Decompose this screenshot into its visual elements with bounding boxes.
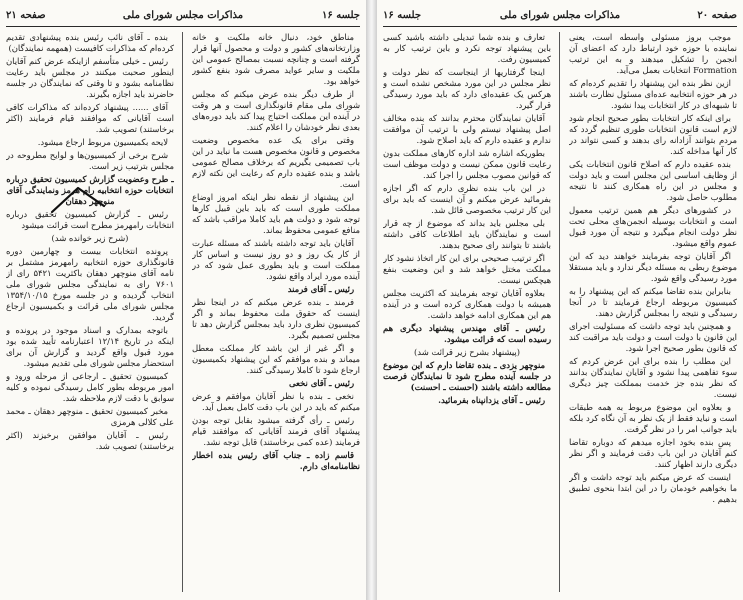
pen-annotation-mark — [48, 182, 108, 218]
paragraph: رئیس ـ گزارش کمیسیون تحقیق درباره انتخابات رامهرمز مطرح است قرائت میشود — [6, 209, 174, 230]
paragraph: آقای ...... پیشنهاد کرده‌اند که مذاکرات کافی است آقایانی که موافقند قیام فرمایند (اکثر برخاستند) تصویب شد. — [6, 102, 174, 134]
left-page-right-column — [192, 32, 360, 594]
paragraph: این مطلب را بنده برای این عرض کردم که سوء تفاهمی پیدا نشود و آقایان نمایندگان بدانند که نظر بنده جز خدمت بمملکت چیز دیگری نیست. — [569, 356, 737, 399]
right-page-number: صفحه ۲۰ — [697, 10, 737, 21]
paragraph: موجب بروز مسئولی واسطه است، یعنی نماینده با حوزه خود ارتباط دارد که اعضای آن انجمن را تشکیل میدهند و به این ترتیب Formation انتخابات بعمل می‌آید. — [569, 32, 737, 75]
speaker-line: رئیس ـ آقای فرمند — [287, 284, 354, 294]
paragraph: آقایان باید توجه داشته باشند که مسئله عبارت از کار یک روز و دو روز نیست و اساس کار مملکت است و باید بطوری عمل شود که در آینده مورد ایراد واقع نشود. — [192, 238, 360, 281]
paragraph: اینجا گرفتاریها از اینجاست که نظر دولت و نظر مجلس در این مورد مشخص نشده است و هرکس یک عقیده‌ای دارد که باید مورد رسیدگی قرار گیرد. — [383, 67, 551, 110]
paragraph: از طرف دیگر بنده عرض میکنم که مجلس شورای ملی مقام قانونگذاری است و هر وقت در آینده این مملکت احتیاج پیدا کند باید دوره‌های بعدی نظر خودشان را اعلام کنند. — [192, 89, 360, 132]
speaker-line: رئیس ـ آقای نخعی — [289, 378, 354, 388]
paragraph: بنده ـ آقای نائب رئیس بنده پیشنهادی تقدیم کرده‌ام که مذاکرات کافیست (همهمه نمایندگان) — [6, 32, 174, 53]
paragraph: بنابراین بنده تقاضا میکنم که این پیشنهاد را به کمیسیون مربوطه ارجاع فرمایند تا در آنجا رسیدگی و نتیجه را بمجلس گزارش دهند. — [569, 286, 737, 318]
left-page — [0, 0, 366, 600]
paragraph: رئیس ـ خیلی متأسفم ازاینکه عرض کنم آقایان اینطور صحبت میکنند در مجلس باید رعایت نظامنامه بشود و تا وقتی که نمایندگان در جلسه حاضرند باید اجازه بگیرند. — [6, 56, 174, 99]
left-page-session: جلسه ۱۶ — [321, 10, 360, 21]
paragraph: تعارف و بنده شما تبدیلی داشته باشید کسی باین پیشنهاد توجه نکرد و باین ترتیب کار به کمیسیون رفت. — [383, 32, 551, 64]
right-page-session: جلسه ۱۶ — [383, 10, 422, 21]
speaker-line: قاسم زاده ـ جناب آقای رئیس بنده اخطار نظامنامه‌ای دارم. — [192, 450, 360, 471]
speaker-line: منوچهر یزدی ـ بنده تقاضا دارم که این موضوع در جلسه آینده مطرح شود تا نمایندگان فرصت مطالعه داشته باشند (احسنت ـ احسنت) — [383, 360, 551, 392]
paragraph: بطوریکه اشاره شد اداره کارهای مملکت بدون رعایت قانون ممکن نیست و دولت موظف است که قوانین مصوب مجلس را اجرا کند. — [383, 148, 551, 180]
paragraph: در کشورهای دیگر هم همین ترتیب معمول است و انتخابات بوسیله انجمن‌های محلی تحت نظر دولت انجام میگیرد و نتیجه آن مورد قبول عموم واقع میشود. — [569, 205, 737, 248]
left-page-number: صفحه ۲۱ — [6, 10, 46, 21]
paragraph: و بعلاوه این موضوع مربوط به همه طبقات است و نباید فقط از یک نظر به آن نگاه کرد بلکه باید جوانب امر را در نظر گرفت. — [569, 402, 737, 434]
note-line: (پیشنهاد بشرح زیر قرائت شد) — [414, 347, 520, 357]
paragraph: لایحه بکمیسیون مربوط ارجاع میشود. — [37, 137, 168, 147]
right-page-title: مذاکرات مجلس شورای ملی — [499, 10, 621, 21]
paragraph: رئیس ـ رأی گرفته میشود بقابل توجه بودن پیشنهاد آقای فرمند آقایانی که موافقند قیام فرمایند (عده کمی برخاستند) قابل توجه نشد. — [192, 415, 360, 447]
paragraph: وقتی برای یک عده مخصوص وضعیت مخصوص و قانون مخصوص هست ما نباید در این باب تصمیمی بگیریم که برخلاف مصالح عمومی باشد و بنده عقیده دارم که رعایت این نکته لازم است. — [192, 135, 360, 189]
paragraph: رئیس ـ آقایان موافقین برخیزند (اکثر برخاستند) تصویب شد. — [6, 430, 174, 451]
paragraph: بلی مجلس باید بداند که موضوع از چه قرار است و نمایندگان باید اطلاعات کافی داشته باشند تا بتوانند رای صحیح بدهند. — [383, 218, 551, 250]
paragraph: آقایان نمایندگان محترم بدانند که بنده مخالف اصل پیشنهاد نیستم ولی با ترتیب آن موافقت ندارم و عقیده دارم که باید اصلاح شود. — [383, 113, 551, 145]
paragraph: و اگر غیر از این باشد کار مملکت معطل میماند و بنده موافقم که این پیشنهاد بکمیسیون ارجاع شود تا کاملا رسیدگی کنند. — [192, 343, 360, 375]
left-page-header — [6, 9, 360, 27]
paragraph: کمیسیون تحقیق ـ ارجاعی از مرحله ورود و امور مربوطه بطور کامل رسیدگی نموده و کلیه سوابق با دقت لازم ملاحظه شد. — [6, 371, 174, 403]
paragraph: فرمند ـ بنده عرض میکنم که در اینجا نظر اینست که حقوق ملت محفوظ بماند و اگر کمیسیون نظری دارد باید بمجلس گزارش دهد تا مجلس تصمیم بگیرد. — [192, 297, 360, 340]
paragraph: بنده عقیده دارم که اصلاح قانون انتخابات یکی از وظایف اساسی این مجلس است و باید دولت و مجلس در این راه همکاری کنند تا نتیجه مطلوب حاصل شود. — [569, 159, 737, 202]
column-divider — [559, 32, 560, 592]
paragraph: نخعی ـ بنده با نظر آقایان موافقم و عرض میکنم که باید در این باب دقت کامل بعمل آید. — [192, 391, 360, 412]
book-gutter — [366, 0, 377, 600]
paragraph: باتوجه بمدارک و اسناد موجود در پرونده و اینکه در تاریخ ۱۲/۱۴ اعتبارنامه تأیید شده بود مورد قبول واقع گردید و گزارش آن برای استحضار مجلس شورای ملی تقدیم میشود. — [6, 325, 174, 368]
section-heading: ـ طرح وعضویت گزارش کمیسیون تحقیق درباره انتخابات حوزه انتخابیه رام هرمز ونمایندگی آقای منوچهر دهقان — [6, 174, 174, 206]
column-divider — [182, 32, 183, 592]
note-line: (شرح زیر خوانده شد) — [51, 233, 129, 243]
right-page-left-column — [383, 32, 551, 594]
paragraph: ازین نظر بنده این پیشنهاد را تقدیم کرده‌ام که در هر حوزه انتخابیه عده‌ای مسئول نظارت باشند تا شبهه‌ای در کار انتخابات پیدا نشود. — [569, 78, 737, 110]
paragraph: این پیشنهاد از نقطه نظر اینکه امروز اوضاع مملکت طوری است که باید باین قبیل کارها توجه شود و دولت هم باید کاملا مراقب باشد که منافع عمومی محفوظ بماند. — [192, 192, 360, 235]
paragraph: اگر ترتیب صحیحی برای این کار اتخاذ نشود کار مملکت مختل خواهد شد و این وضعیت بنفع هیچکس نیست. — [383, 253, 551, 285]
paragraph: مخبر کمیسیون تحقیق ـ منوچهر دهقان ـ محمد علی کلالی هرمزی — [6, 406, 174, 427]
paragraph: شرح برخی از کمیسیون‌ها و لوایح مطروحه در مجلس بترتیب زیر است. — [6, 150, 174, 171]
paragraph: پرونده انتخابات بیست و چهارمین دوره قانونگذاری حوزه انتخابیه رامهرمز مشتمل بر نامه آقای منوچهر دهقان باکثریت ۵۴۲۱ رای از ۷۶۰۱ رای به نمایندگی مجلس شورای ملی انتخاب گردیده و در جلسه مورخ ۱۳۵۴/۱۰/۱۵ مجلس شورای ملی قرائت و بکمیسیون ارجاع گردید. — [6, 246, 174, 322]
right-page-header — [383, 9, 737, 27]
paragraph: پس بنده بخود اجازه میدهم که دوباره تقاضا کنم آقایان در این باب دقت فرمایند و اگر نظر دیگری دارند اظهار کنند. — [569, 437, 737, 469]
left-page-left-column — [6, 32, 174, 594]
paragraph: در این باب بنده نظری دارم که اگر اجازه بفرمائید عرض میکنم و آن اینست که باید برای این کار ترتیب مخصوصی قائل شد. — [383, 183, 551, 215]
paragraph: و همچنین باید توجه داشت که مسئولیت اجرای این قانون با دولت است و دولت باید مراقبت کند که قانون بطور صحیح اجرا شود. — [569, 321, 737, 353]
right-page-right-column — [569, 32, 737, 594]
paragraph: بعلاوه آقایان توجه بفرمایند که اکثریت مجلس همیشه با دولت همکاری کرده است و در آینده هم این همکاری ادامه خواهد داشت. — [383, 288, 551, 320]
paragraph: مناطق خود، دنبال خانه ملکیت و خانه وزارتخانه‌های کشور و دولت و محصول آنها قرار گرفته است و چنانچه نسبت بمصالح عمومی این ملکیت و سایر عواید مصرف شود بنفع کشور خواهد بود. — [192, 32, 360, 86]
paragraph: اینست که عرض میکنم باید توجه داشت و اگر ما بخواهیم خودمان را در این ابتدا بنحوی تطبیق بدهیم . — [569, 472, 737, 504]
speaker-line: رئیس ـ آقای یزدانپناه بفرمائید. — [438, 395, 545, 405]
speaker-line: رئیس ـ آقای مهندس پیشنهاد دیگری هم رسیده است که قرائت میشود. — [383, 323, 551, 344]
right-page — [377, 0, 743, 600]
paragraph: برای اینکه کار انتخابات بطور صحیح انجام شود لازم است قانون انتخابات طوری تنظیم گردد که مردم بتوانند آزادانه رای بدهند و کسی نتواند در کار آنها مداخله کند. — [569, 113, 737, 156]
left-page-title: مذاکرات مجلس شورای ملی — [122, 10, 244, 21]
paragraph: اگر آقایان توجه بفرمایند خواهند دید که این موضوع ربطی به مسئله دیگر ندارد و باید مستقلا مورد رسیدگی واقع شود. — [569, 251, 737, 283]
